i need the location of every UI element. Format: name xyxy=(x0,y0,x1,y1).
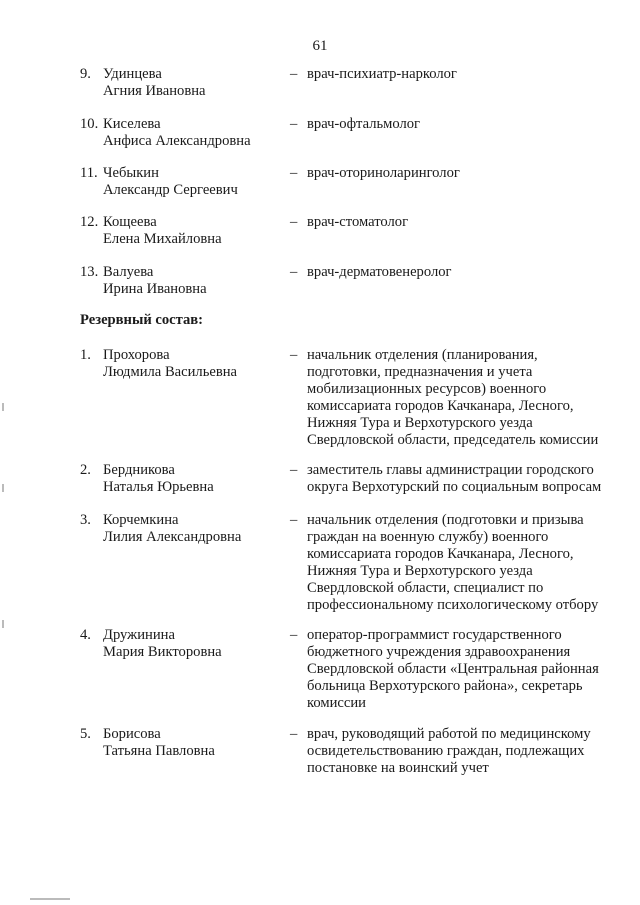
member-given-name: Анфиса Александровна xyxy=(103,133,251,149)
member-surname: Чебыкин xyxy=(103,165,159,181)
reserve-section-title: Резервный состав: xyxy=(80,312,204,328)
role-line: Свердловской области, специалист по xyxy=(307,580,544,596)
member-number: 4. xyxy=(80,627,91,643)
role-line: округа Верхотурский по социальным вопросам xyxy=(307,479,602,495)
scan-mark xyxy=(2,620,4,628)
role-line: комиссариата городов Качканара, Лесного, xyxy=(307,398,574,414)
member-role: врач-оториноларинголог xyxy=(307,165,460,181)
dash: – xyxy=(290,512,298,528)
member-role xyxy=(307,512,637,614)
member-surname: Валуева xyxy=(103,264,154,280)
member-name xyxy=(103,66,283,100)
dash: – xyxy=(290,214,298,230)
dash: – xyxy=(290,627,298,643)
member-name xyxy=(103,512,283,546)
member-number: 9. xyxy=(80,66,91,82)
dash: – xyxy=(290,165,298,181)
scan-mark xyxy=(2,403,4,411)
member-number: 11. xyxy=(80,165,98,181)
member-name xyxy=(103,627,283,661)
member-number: 13. xyxy=(80,264,99,280)
role-line: начальник отделения (планирования, xyxy=(307,347,538,363)
member-given-name: Наталья Юрьевна xyxy=(103,479,214,495)
member-surname: Борисова xyxy=(103,726,161,742)
role-line: Свердловской области, председатель комиссии xyxy=(307,432,599,448)
member-name xyxy=(103,264,283,298)
member-given-name: Александр Сергеевич xyxy=(103,182,238,198)
member-role: врач-офтальмолог xyxy=(307,116,421,132)
role-line: комиссии xyxy=(307,695,366,711)
member-number: 12. xyxy=(80,214,99,230)
page-number: 61 xyxy=(312,38,328,54)
member-name xyxy=(103,214,283,248)
member-role xyxy=(307,347,637,449)
role-line: профессиональному психологическому отбору xyxy=(307,597,599,613)
member-role xyxy=(307,627,637,712)
member-name xyxy=(103,116,283,150)
dash: – xyxy=(290,66,298,82)
member-given-name: Агния Ивановна xyxy=(103,83,206,99)
dash: – xyxy=(290,264,298,280)
member-role xyxy=(307,462,637,496)
member-name xyxy=(103,462,283,496)
role-line: бюджетного учреждения здравоохранения xyxy=(307,644,571,660)
dash: – xyxy=(290,347,298,363)
role-line: мобилизационных ресурсов) военного xyxy=(307,381,547,397)
member-role: врач-психиатр-нарколог xyxy=(307,66,457,82)
dash: – xyxy=(290,116,298,132)
member-given-name: Елена Михайловна xyxy=(103,231,222,247)
dash: – xyxy=(290,726,298,742)
role-line: комиссариата городов Качканара, Лесного, xyxy=(307,546,574,562)
member-surname: Дружинина xyxy=(103,627,175,643)
role-line: граждан на военную службу) военного xyxy=(307,529,549,545)
member-surname: Прохорова xyxy=(103,347,170,363)
member-given-name: Мария Викторовна xyxy=(103,644,222,660)
member-role: врач-дерматовенеролог xyxy=(307,264,452,280)
dash: – xyxy=(290,462,298,478)
member-number: 3. xyxy=(80,512,91,528)
member-role: врач-стоматолог xyxy=(307,214,409,230)
role-line: Нижняя Тура и Верхотурского уезда xyxy=(307,563,533,579)
member-number: 1. xyxy=(80,347,91,363)
scan-mark xyxy=(2,484,4,492)
member-name xyxy=(103,726,283,760)
member-number: 2. xyxy=(80,462,91,478)
member-surname: Корчемкина xyxy=(103,512,179,528)
role-line: врач, руководящий работой по медицинскому xyxy=(307,726,591,742)
member-role xyxy=(307,726,637,777)
member-given-name: Лилия Александровна xyxy=(103,529,242,545)
role-line: заместитель главы администрации городского xyxy=(307,462,594,478)
role-line: начальник отделения (подготовки и призыва xyxy=(307,512,584,528)
member-name xyxy=(103,165,283,199)
member-surname: Киселева xyxy=(103,116,161,132)
role-line: Нижняя Тура и Верхотурского уезда xyxy=(307,415,533,431)
role-line: освидетельствованию граждан, подлежащих xyxy=(307,743,585,759)
role-line: постановке на воинский учет xyxy=(307,760,489,776)
role-line: подготовки, предназначения и учета xyxy=(307,364,533,380)
member-number: 10. xyxy=(80,116,99,132)
member-given-name: Людмила Васильевна xyxy=(103,364,238,380)
role-line: Свердловской области «Центральная районная xyxy=(307,661,599,677)
member-surname: Бердникова xyxy=(103,462,175,478)
role-line: больница Верхотурского района», секретарь xyxy=(307,678,583,694)
member-given-name: Татьяна Павловна xyxy=(103,743,215,759)
member-given-name: Ирина Ивановна xyxy=(103,281,207,297)
member-surname: Удинцева xyxy=(103,66,162,82)
member-name xyxy=(103,347,283,381)
scan-mark xyxy=(30,898,70,900)
member-number: 5. xyxy=(80,726,91,742)
role-line: оператор-программист государственного xyxy=(307,627,562,643)
member-surname: Кощеева xyxy=(103,214,157,230)
